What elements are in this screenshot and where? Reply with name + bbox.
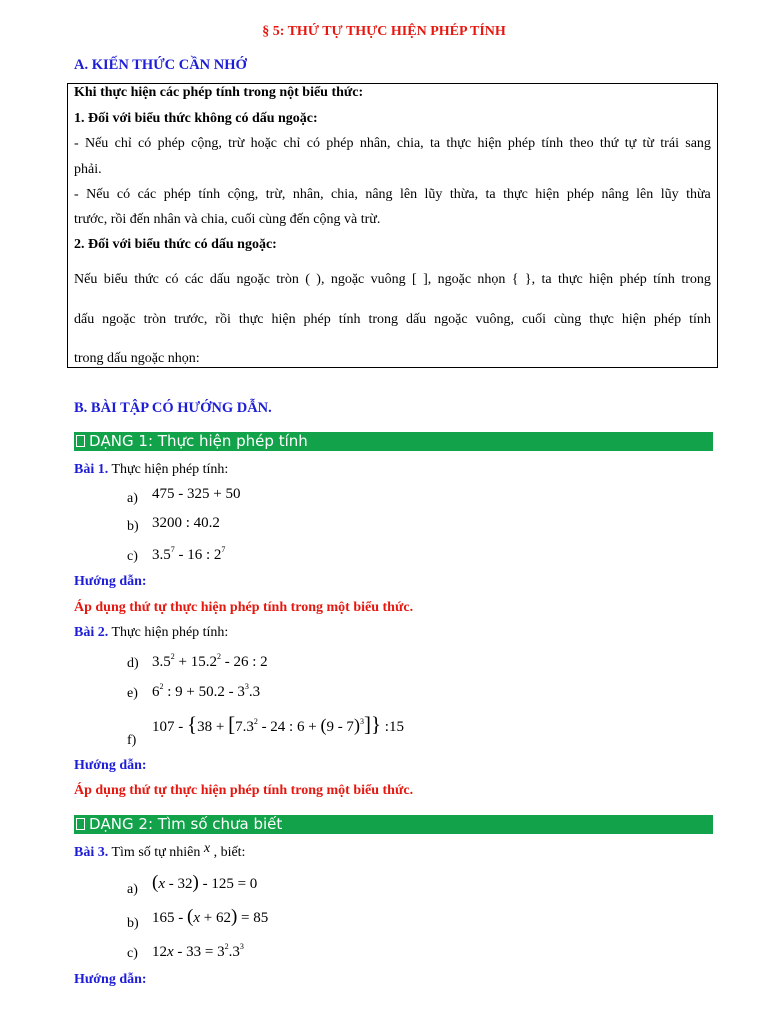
- paragraph-word: thực: [238, 312, 264, 327]
- paragraph-word: hiện: [535, 187, 560, 202]
- paragraph-word: thừa,: [449, 187, 479, 202]
- bai-3-label: Bài 3.: [74, 845, 109, 860]
- box-paragraph-2-end: trước, rồi đến nhân và chia, cuối cùng đến cộng và trừ.: [74, 212, 381, 227]
- paragraph-word: tính: [653, 272, 675, 287]
- paragraph-word: rồi: [215, 312, 231, 327]
- paragraph-word: thực: [503, 187, 528, 202]
- bai-2-text: Thực hiện phép tính:: [108, 625, 229, 640]
- paragraph-word: ngoặc: [236, 272, 270, 287]
- paragraph-word: lũy: [424, 187, 443, 202]
- paragraph-word: biểu: [103, 272, 128, 287]
- paragraph-word: cùng: [554, 312, 582, 327]
- bai-1: [74, 462, 228, 478]
- item-letter-a2: a): [127, 882, 138, 897]
- formula-2e: $6^2$ : $9 + 50.2 - 3^3.3$: [152, 682, 261, 700]
- paragraph-word: thức: [134, 272, 159, 287]
- box-intro: Khi thực hiện các phép tính trong nột biểu thức:: [74, 85, 364, 100]
- paragraph-word: ta: [541, 272, 552, 287]
- paragraph-word: [: [412, 272, 417, 287]
- paragraph-word: phép: [507, 136, 536, 151]
- paragraph-word: cộng,: [191, 136, 222, 151]
- paragraph-word: tự: [624, 136, 637, 151]
- paragraph-word: có: [116, 187, 131, 202]
- paragraph-word: lũy: [660, 187, 679, 202]
- paragraph-word: cộng,: [227, 187, 259, 202]
- bai-2-label: Bài 2.: [74, 625, 109, 640]
- paragraph-word: trước,: [174, 312, 208, 327]
- huong-dan-2: Hướng dẫn:: [74, 758, 147, 773]
- knowledge-box: [67, 83, 718, 368]
- paragraph-word: tròn: [143, 312, 167, 327]
- paragraph-word: phép: [163, 187, 191, 202]
- paragraph-word: tròn: [276, 272, 299, 287]
- paragraph-word: dấu: [405, 312, 427, 327]
- paragraph-word: ngoặc: [437, 272, 472, 287]
- paragraph-word: vuông: [370, 272, 406, 287]
- paragraph-word: phép: [157, 136, 185, 151]
- formula-1b: 3200 : 40.2: [152, 515, 220, 531]
- paragraph-word: Nếu: [86, 187, 110, 202]
- paragraph-word: chỉ: [283, 136, 301, 151]
- paragraph-word: ngoặc: [102, 312, 136, 327]
- paragraph-word: ngoặc: [434, 312, 468, 327]
- item-letter-b2: b): [127, 916, 139, 931]
- formula-2f: $107 - \{38 + [7.3^2 - 24$ : 6 + (9 - 7)$^3$]} :15: [152, 712, 404, 736]
- paragraph-word: nhân,: [292, 187, 324, 202]
- paragraph-word: có: [306, 136, 320, 151]
- paragraph-word: ],: [423, 272, 432, 287]
- paragraph-word: },: [524, 272, 536, 287]
- paragraph-word: chỉ: [114, 136, 132, 151]
- paragraph-word: từ: [642, 136, 654, 151]
- paragraph-word: lên: [636, 187, 654, 202]
- paragraph-word: trong: [368, 312, 398, 327]
- bai-1-label: Bài 1.: [74, 462, 109, 477]
- paragraph-word: thực: [589, 312, 614, 327]
- paragraph-word: phép: [303, 312, 331, 327]
- paragraph-word: chia,: [396, 136, 424, 151]
- item-letter-c: c): [127, 549, 138, 564]
- paragraph-word: phép: [566, 187, 595, 202]
- bai-3: [74, 841, 246, 861]
- huong-dan-1: Hướng dẫn:: [74, 574, 147, 589]
- paragraph-word: hoặc: [250, 136, 278, 151]
- paragraph-word: nâng: [365, 187, 393, 202]
- paragraph-word: sang: [685, 136, 711, 151]
- box-heading-1: 1. Đối với biểu thức không có dấu ngoặc:: [74, 111, 318, 126]
- item-letter-d: d): [127, 656, 139, 671]
- dang-1-banner: [74, 432, 713, 451]
- huong-dan-3: Hướng dẫn:: [74, 972, 147, 987]
- dang-1-label: DẠNG 1: Thực hiện phép tính: [89, 432, 308, 450]
- formula-3a: (x - 32) - 125 = 0: [152, 872, 258, 893]
- paragraph-word: trừ,: [265, 187, 286, 202]
- dang-2-banner: [74, 815, 713, 834]
- formula-2d: $3.5^2 + 15.2^2 - 26$ : 2: [152, 652, 268, 670]
- item-letter-c2: c): [127, 946, 138, 961]
- box-glyph-icon: [76, 818, 85, 830]
- paragraph-word: theo: [569, 136, 594, 151]
- paragraph-word: -: [74, 187, 79, 202]
- item-letter-a: a): [127, 491, 138, 506]
- paragraph-word: thừa: [686, 187, 711, 202]
- paragraph-word: nhân,: [359, 136, 391, 151]
- paragraph-word: vuông,: [475, 312, 515, 327]
- bai-2: [74, 625, 228, 641]
- paragraph-word: ),: [316, 272, 325, 287]
- paragraph-word: hiện: [621, 312, 646, 327]
- bai-3-tail: , biết:: [210, 845, 246, 860]
- paragraph-word: ngoặc: [330, 272, 365, 287]
- paragraph-word: nhọn: [477, 272, 506, 287]
- paragraph-word: -: [74, 136, 79, 151]
- box-heading-2: 2. Đối với biểu thức có dấu ngoặc:: [74, 237, 277, 252]
- bai-3-variable: x: [203, 841, 211, 856]
- formula-3b: 165 - (x + 62) = 85: [152, 906, 269, 927]
- paragraph-word: các: [184, 272, 204, 287]
- paragraph-word: thực: [558, 272, 583, 287]
- paragraph-word: các: [137, 187, 157, 202]
- paragraph-word: tính: [338, 312, 361, 327]
- box-paragraph-2: [74, 187, 711, 203]
- paragraph-word: lên: [399, 187, 418, 202]
- paragraph-word: phép: [619, 272, 647, 287]
- paragraph-word: hiện: [477, 136, 502, 151]
- paragraph-word: tính: [198, 187, 221, 202]
- item-letter-f: f): [127, 733, 137, 748]
- paragraph-word: phép: [326, 136, 354, 151]
- ap-dung-2: Áp dụng thứ tự thực hiện phép tính trong một biểu thức.: [74, 783, 414, 798]
- paragraph-word: trái: [660, 136, 679, 151]
- paragraph-word: cuối: [521, 312, 547, 327]
- paragraph-word: thứ: [599, 136, 619, 151]
- item-letter-b: b): [127, 519, 139, 534]
- paragraph-word: Nếu: [84, 136, 109, 151]
- paragraph-word: ta: [430, 136, 441, 151]
- bai-1-text: Thực hiện phép tính:: [108, 462, 229, 477]
- box-paragraph-1-end: phải.: [74, 162, 102, 177]
- paragraph-word: dấu: [209, 272, 231, 287]
- paragraph-word: thực: [446, 136, 472, 151]
- paragraph-word: chia,: [331, 187, 358, 202]
- paragraph-word: tính: [689, 312, 711, 327]
- box-paragraph-4: [74, 312, 711, 328]
- formula-1a: 475 - 325 + 50: [152, 486, 241, 502]
- paragraph-word: phép: [653, 312, 682, 327]
- formula-1c: $3.5^7 - 16$ : $2^7$: [152, 545, 226, 563]
- paragraph-word: hiện: [271, 312, 296, 327]
- item-letter-e: e): [127, 686, 138, 701]
- paragraph-word: có: [165, 272, 179, 287]
- section-a-heading: A. KIẾN THỨC CẦN NHỚ: [74, 57, 247, 73]
- dang-2-label: DẠNG 2: Tìm số chưa biết: [89, 815, 283, 833]
- paragraph-word: trong: [681, 272, 711, 287]
- formula-3c: $12x - 33 = 3^2.3^3$: [152, 942, 244, 960]
- ap-dung-1: Áp dụng thứ tự thực hiện phép tính trong một biểu thức.: [74, 600, 414, 615]
- section-b-heading: B. BÀI TẬP CÓ HƯỚNG DẪN.: [74, 400, 272, 416]
- box-paragraph-5: trong dấu ngoặc nhọn:: [74, 351, 200, 366]
- paragraph-word: trừ: [228, 136, 245, 151]
- paragraph-word: (: [305, 272, 310, 287]
- paragraph-word: tính: [541, 136, 564, 151]
- box-paragraph-3: [74, 272, 711, 288]
- paragraph-word: dấu: [74, 312, 95, 327]
- paragraph-word: có: [138, 136, 152, 151]
- paragraph-word: nâng: [601, 187, 629, 202]
- paragraph-word: ta: [485, 187, 496, 202]
- page-title: § 5: THỨ TỰ THỰC HIỆN PHÉP TÍNH: [262, 24, 506, 39]
- box-paragraph-1: [74, 136, 711, 152]
- box-glyph-icon: [76, 435, 85, 447]
- bai-3-text: Tìm số tự nhiên: [108, 845, 204, 860]
- paragraph-word: hiện: [589, 272, 614, 287]
- paragraph-word: {: [511, 272, 519, 287]
- paragraph-word: Nếu: [74, 272, 98, 287]
